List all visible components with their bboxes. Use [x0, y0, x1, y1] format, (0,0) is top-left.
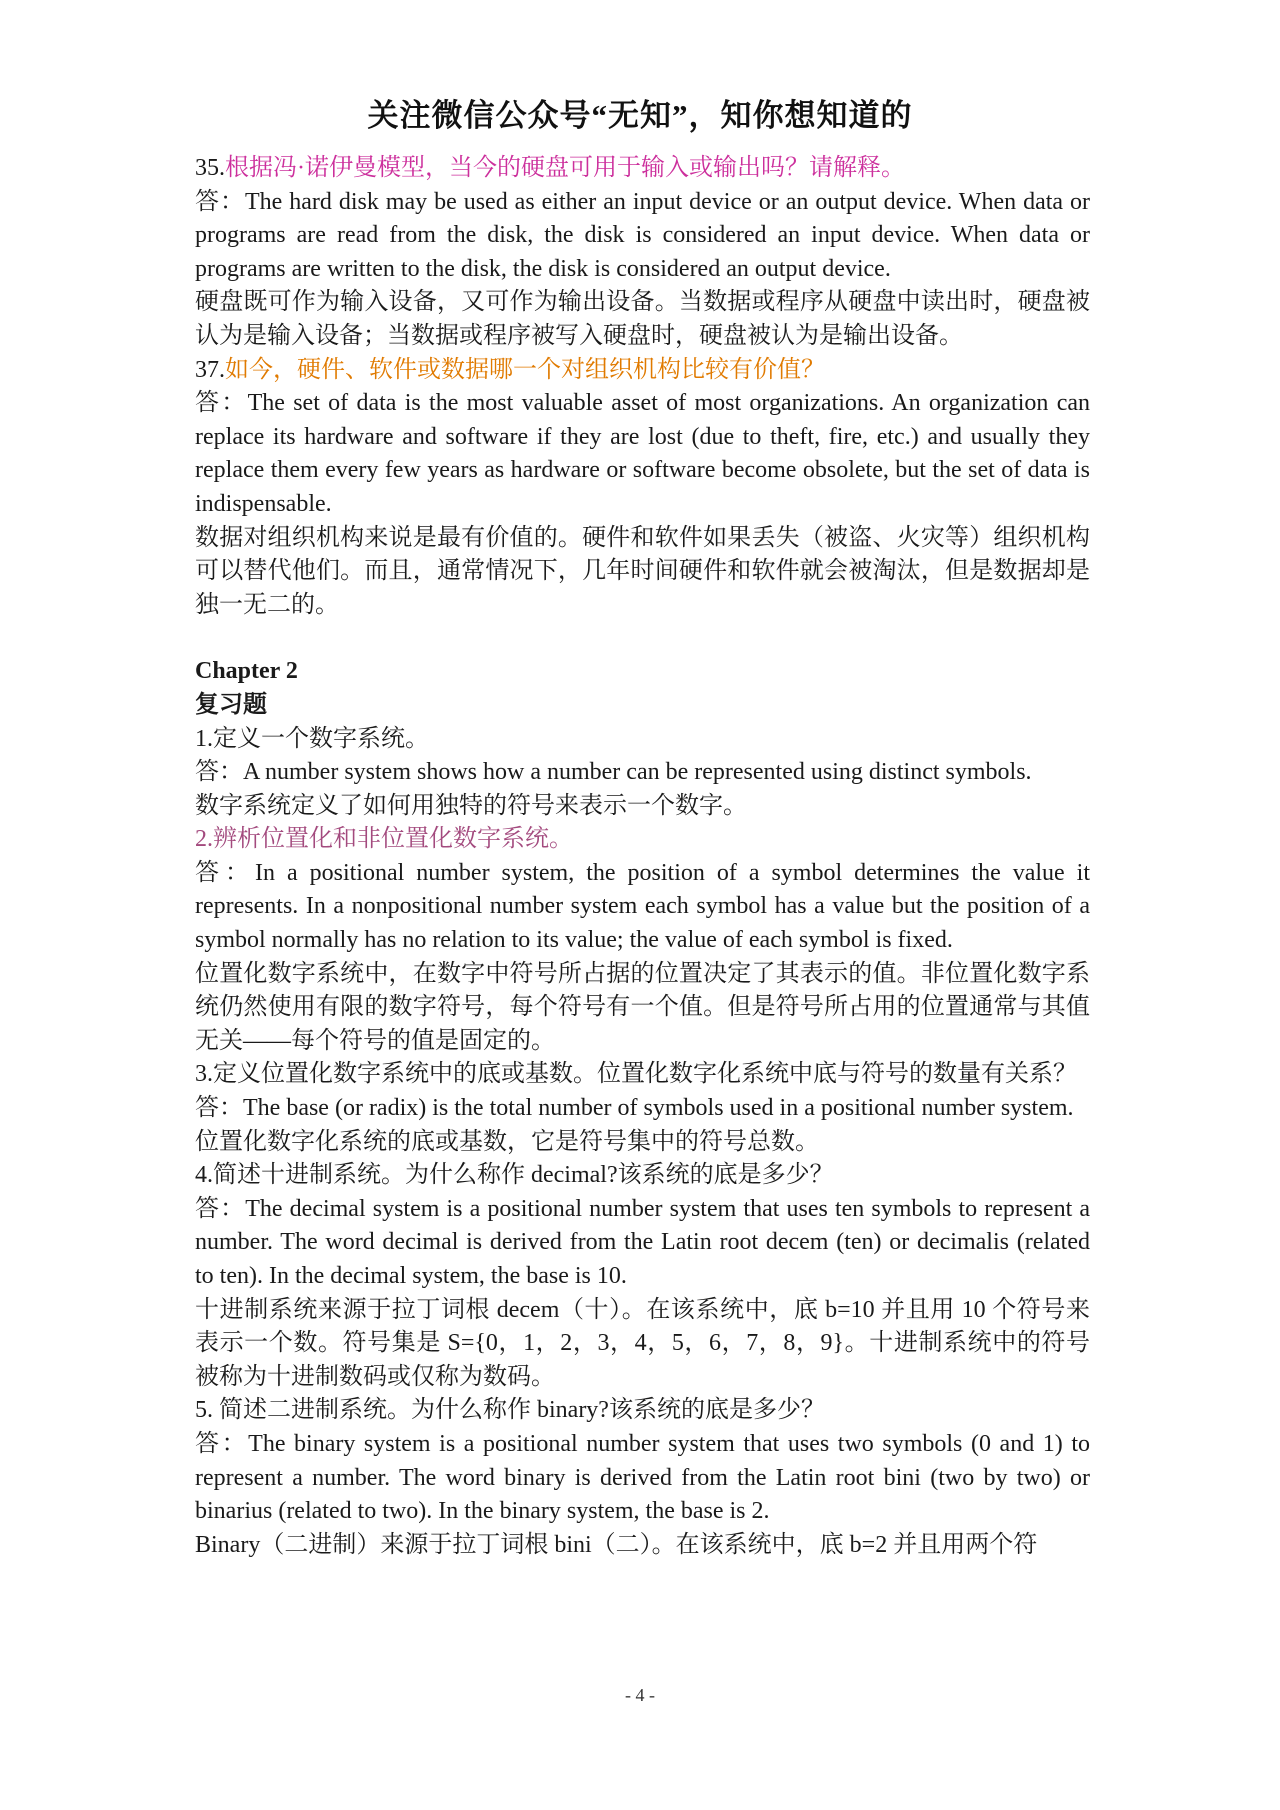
question-number: 35.	[195, 155, 225, 181]
answer-label: 答：	[195, 1430, 249, 1457]
answer-label: 答：	[195, 1095, 243, 1122]
answer-37-en	[195, 387, 1090, 521]
answer-37-zh: 数据对组织机构来说是最有价值的。硬件和软件如果丢失（被盗、火灾等）组织机构可以替代他们。而且，通常情况下，几年时间硬件和软件就会被淘汰，但是数据却是独一无二的。	[195, 524, 1090, 618]
answer-label: 答：	[195, 1195, 246, 1222]
answer-5-zh: Binary（二进制）来源于拉丁词根 bini（二）。在该系统中，底 b=2 并且用两个符	[195, 1531, 1038, 1558]
question-37	[195, 354, 1090, 388]
answer-1-zh: 数字系统定义了如何用独特的符号来表示一个数字。	[195, 792, 747, 819]
question-text: 如今，硬件、软件或数据哪一个对组织机构比较有价值？	[225, 356, 825, 383]
answer-text: The base (or radix) is the total number of symbols used in a positional number system.	[243, 1095, 1074, 1122]
page-number: - 4 -	[625, 1685, 655, 1705]
answer-text: In a positional number system, the position of a symbol determines the value it represents. In a nonpositional number system each symbol has a value but the position of a symbol normally has no relation to its value; the value of each symbol is fixed.	[195, 859, 1091, 954]
question-3: 3.定义位置化数字系统中的底或基数。位置化数字化系统中底与符号的数量有关系？	[195, 1061, 1077, 1088]
answer-2-zh: 位置化数字系统中，在数字中符号所占据的位置决定了其表示的值。非位置化数字系统仍然使用有限的数字符号，每个符号有一个值。但是符号所占用的位置通常与其值无关——每个符号的值是固定的。	[195, 960, 1090, 1054]
question-35	[195, 152, 1090, 186]
answer-4-en	[195, 1193, 1090, 1294]
answer-label: 答：	[195, 188, 245, 215]
review-section-title: 复习题	[195, 691, 267, 718]
answer-1-en	[195, 756, 1090, 790]
answer-label: 答：	[195, 859, 255, 886]
answer-2-en	[195, 857, 1090, 958]
chapter-title: Chapter 2	[195, 658, 298, 685]
answer-label: 答：	[195, 390, 248, 417]
answer-label: 答：	[195, 759, 243, 786]
document-body	[195, 152, 1090, 1562]
answer-text: The decimal system is a positional number system that uses ten symbols to represent a number. The word decimal is derived from the Latin root decem (ten) or decimalis (related to ten). In the decimal system, the base is 10.	[195, 1195, 1091, 1289]
answer-text: The hard disk may be used as either an input device or an output device. When data or programs are read from the disk, the disk is considered an input device. When data or programs are written to the disk, the disk is considered an output device.	[195, 188, 1091, 282]
answer-35-zh: 硬盘既可作为输入设备，又可作为输出设备。当数据或程序从硬盘中读出时，硬盘被认为是输入设备；当数据或程序被写入硬盘时，硬盘被认为是输出设备。	[195, 289, 1090, 349]
answer-5-en	[195, 1428, 1090, 1529]
answer-35-en	[195, 186, 1090, 287]
question-text: 根据冯·诺伊曼模型，当今的硬盘可用于输入或输出吗？请解释。	[225, 155, 905, 181]
question-number: 37.	[195, 356, 225, 383]
answer-text: The binary system is a positional number system that uses two symbols (0 and 1) to represent a number. The word binary is derived from the Latin root bini (two by two) or binarius (related to two). In the binary system, the base is 2.	[195, 1430, 1090, 1525]
answer-text: A number system shows how a number can be represented using distinct symbols.	[243, 759, 1032, 786]
question-2: 2.辨析位置化和非位置化数字系统。	[195, 826, 573, 853]
answer-4-zh: 十进制系统来源于拉丁词根 decem（十）。在该系统中，底 b=10 并且用 10 个符号来表示一个数。符号集是 S={0，1，2，3，4，5，6，7，8，9}。十进制系统中的符号被称为十进制数码或仅称为数码。	[195, 1296, 1090, 1390]
question-1: 1.定义一个数字系统。	[195, 725, 429, 752]
answer-3-en	[195, 1092, 1090, 1126]
question-5: 5. 简述二进制系统。为什么称作 binary?该系统的底是多少？	[195, 1397, 825, 1424]
answer-text: The set of data is the most valuable asset of most organizations. An organization can replace its hardware and software if they are lost (due to theft, fire, etc.) and usually they replace them every few years as hardware or software become obsolete, but the set of data is indispensable.	[195, 390, 1090, 517]
page-header-title: 关注微信公众号“无知”，知你想知道的	[367, 98, 913, 133]
question-4: 4.简述十进制系统。为什么称作 decimal?该系统的底是多少？	[195, 1162, 834, 1189]
answer-3-zh: 位置化数字化系统的底或基数，它是符号集中的符号总数。	[195, 1128, 819, 1155]
